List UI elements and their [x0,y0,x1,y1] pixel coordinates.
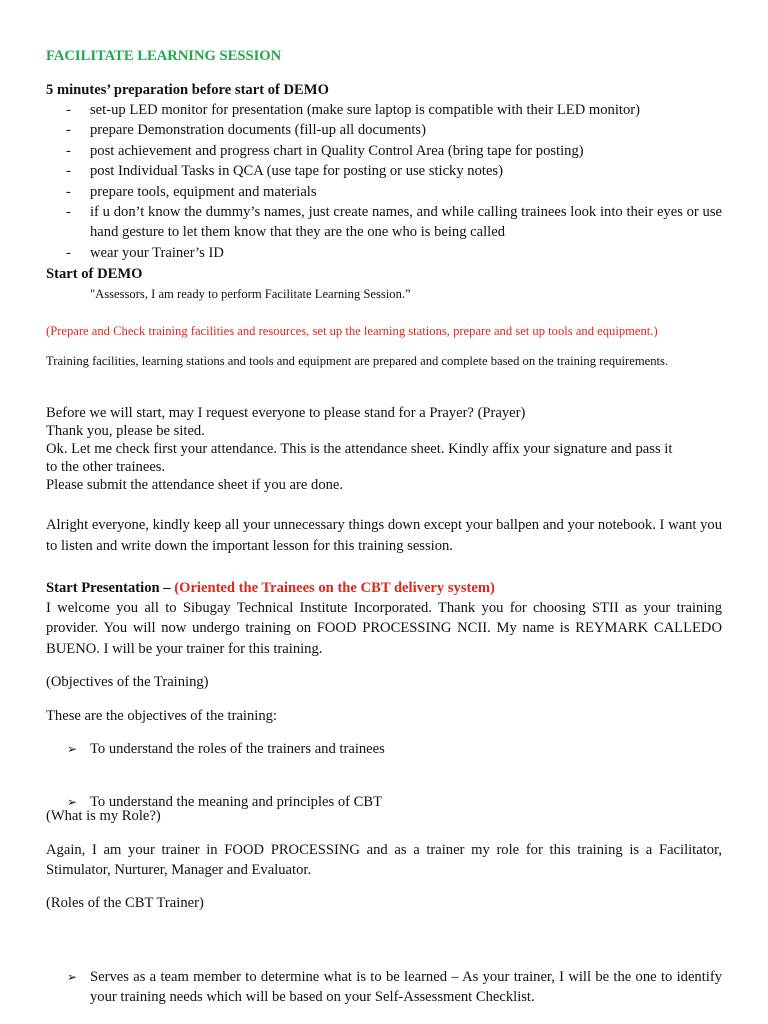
list-item: - prepare Demonstration documents (fill-up all documents) [66,122,426,139]
opening-paragraph [46,404,722,494]
arrow-bullet-icon: ➢ [67,795,78,810]
objectives-intro: These are the objectives of the training: [46,708,277,724]
cbt-role-item: ➢ Serves as a team member to determine what is to be learned – As your trainer, I will be the one to identify your training needs which will be based on your Self-Assessment Checklist. [67,968,722,1006]
start-presentation-heading [46,578,722,598]
list-item: - post Individual Tasks in QCA (use tape for posting or use sticky notes) [66,163,503,180]
list-item: - wear your Trainer’s ID [66,244,224,261]
objective-item: ➢ To understand the meaning and principles of CBT [46,792,722,812]
opening-line: Thank you, please be sited. [46,423,205,439]
opening-line: to the other trainees. [46,459,166,475]
opening-line: Ok. Let me check first your attendance. This is the attendance sheet. Kindly affix your signature and pass it [46,441,673,457]
alright-paragraph: Alright everyone, kindly keep all your unnecessary things down except your ballpen and your notebook. I want you to listen and write down the important lesson for this training session. [46,517,722,554]
arrow-bullet-icon: ➢ [67,969,78,984]
prep-heading: 5 minutes’ preparation before start of DEMO [46,82,329,98]
objectives-label: (Objectives of the Training) [46,674,209,690]
opening-line: Before we will start, may I request everyone to please stand for a Prayer? (Prayer) [46,405,526,421]
prep-list [46,100,722,263]
start-demo-heading: Start of DEMO [46,266,143,282]
opening-line: Please submit the attendance sheet if you are done. [46,477,344,493]
assessor-quote: "Assessors, I am ready to perform Facilitate Learning Session.” [90,287,411,301]
facilities-paragraph: Training facilities, learning stations and tools and equipment are prepared and complete based on the training requirements. [46,354,669,368]
start-presentation-label: Start Presentation – [46,580,171,596]
document-page [46,0,722,1006]
document-title: FACILITATE LEARNING SESSION [46,48,282,64]
list-item: - if u don’t know the dummy’s names, just create names, and while calling trainees look into their eyes or use hand gesture to let them know that they are the one who is being called [66,204,722,241]
list-item: - prepare tools, equipment and materials [66,183,317,200]
cbt-roles-label: (Roles of the CBT Trainer) [46,895,204,911]
role-label: (What is my Role?) [46,808,161,824]
welcome-paragraph: I welcome you all to Sibugay Technical Institute Incorporated. Thank you for choosing STII as your training provider. You will now undergo training on FOOD PROCESSING NCII. My name is REYMARK CALLEDO BUENO. I will be your trainer for this training. [46,600,722,657]
arrow-bullet-icon: ➢ [67,742,78,756]
list-item: - set-up LED monitor for presentation (make sure laptop is compatible with their LED monitor) [66,102,640,118]
list-item: - post achievement and progress chart in Quality Control Area (bring tape for posting) [66,142,584,159]
objective-item: ➢ To understand the roles of the trainers and trainees [46,739,722,759]
role-paragraph: Again, I am your trainer in FOOD PROCESSING and as a trainer my role for this training is a Facilitator, Stimulator, Nurturer, Manager and Evaluator. [46,842,722,879]
start-presentation-note: (Oriented the Trainees on the CBT delivery system) [174,580,495,596]
red-instruction-note: (Prepare and Check training facilities and resources, set up the learning stations, prepare and set up tools and equipment.) [46,324,658,338]
